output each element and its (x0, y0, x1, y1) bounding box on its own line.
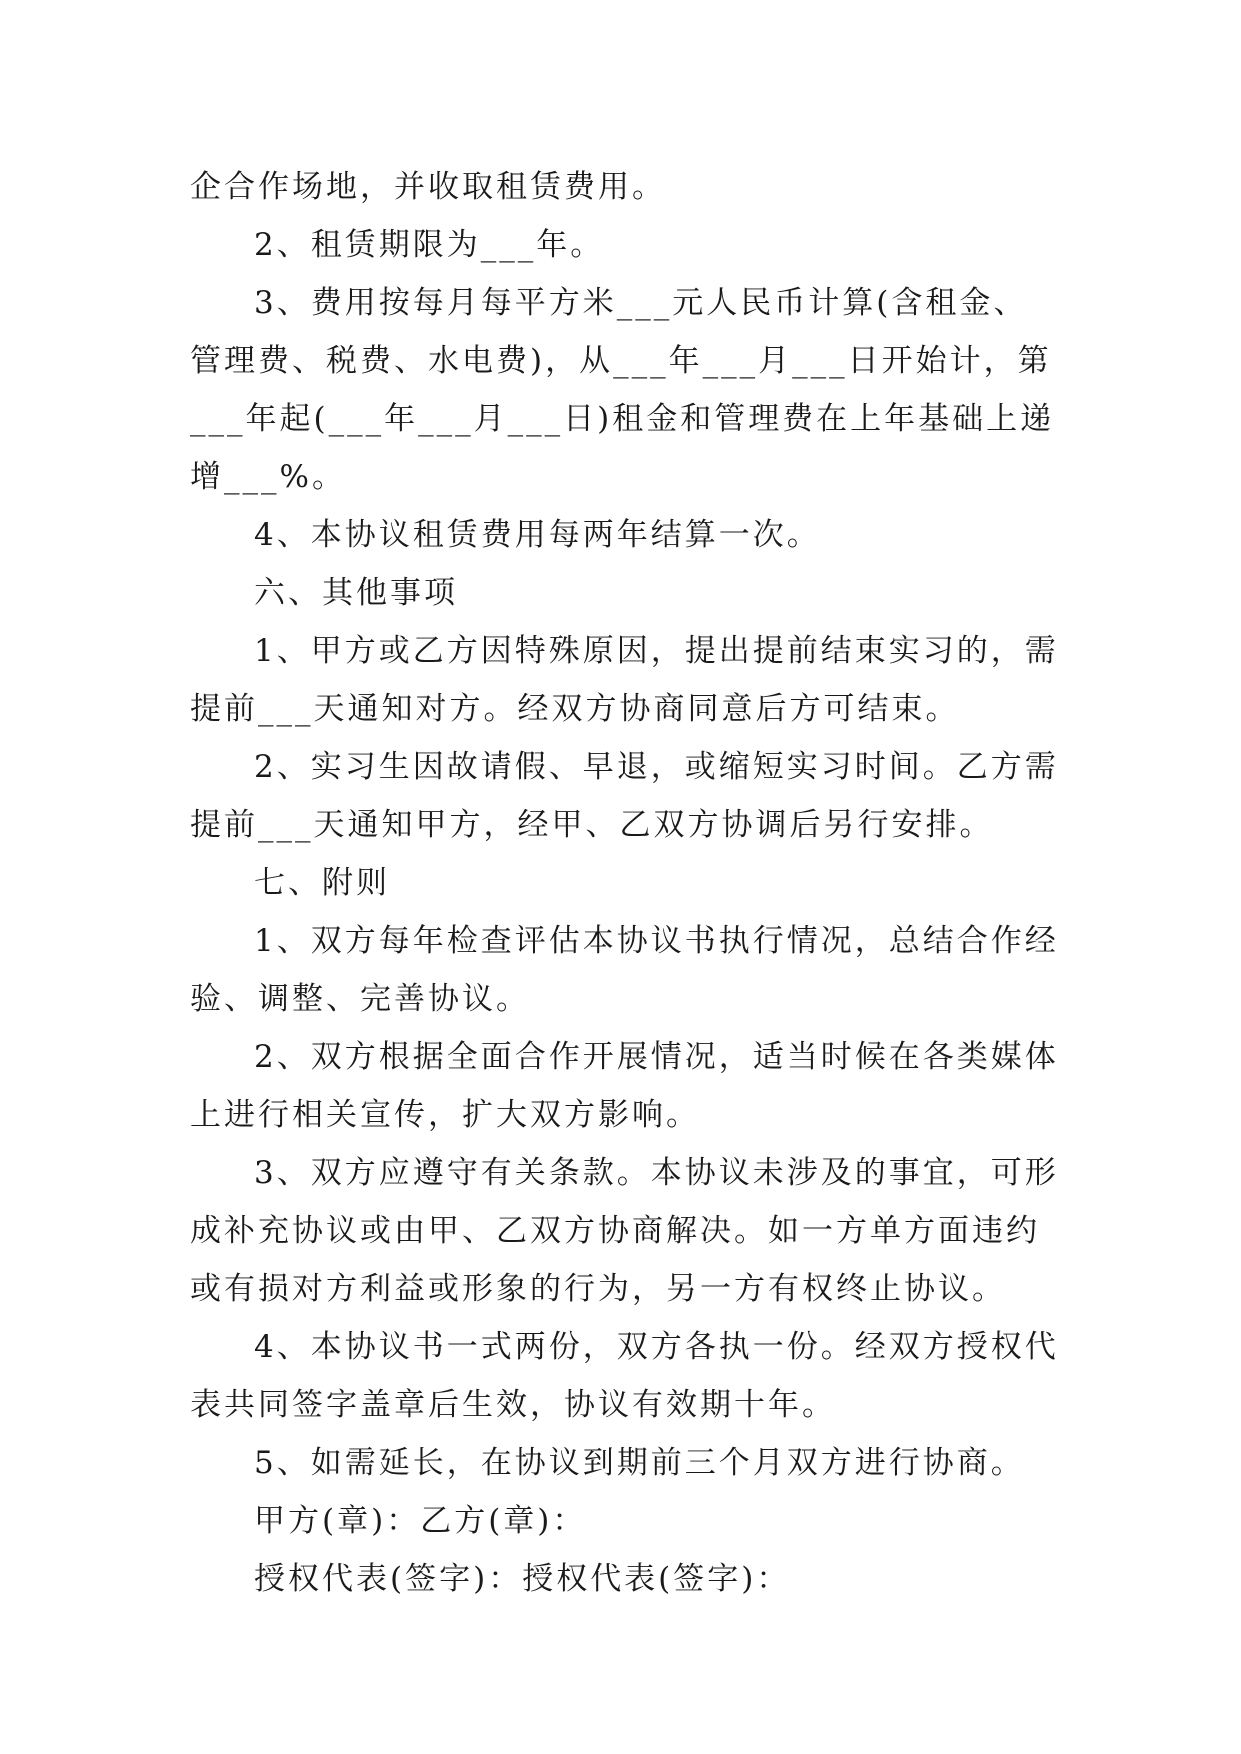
signature-seal-line: 甲方(章)：乙方(章)： (254, 1503, 587, 1539)
paragraph-early-termination: 1、甲方或乙方因特殊原因，提出提前结束实习的，需提前___天通知对方。经双方协商同意后方可结束。 (190, 633, 1059, 727)
paragraph-lease-term: 2、租赁期限为___年。 (254, 227, 605, 263)
section-heading-other-matters: 六、其他事项 (254, 575, 458, 611)
paragraph-compliance: 3、双方应遵守有关条款。本协议未涉及的事宜，可形成补充协议或由甲、乙双方协商解决。如一方单方面违约或有损对方利益或形象的行为，另一方有权终止协议。 (190, 1155, 1059, 1307)
signature-representative-line: 授权代表(签字)：授权代表(签字)： (254, 1561, 791, 1597)
paragraph-copies-validity: 4、本协议书一式两份，双方各执一份。经双方授权代表共同签字盖章后生效，协议有效期十年。 (190, 1329, 1059, 1423)
paragraph-fee-settlement: 4、本协议租赁费用每两年结算一次。 (254, 517, 821, 553)
document-body (190, 158, 1060, 1608)
paragraph-intern-leave: 2、实习生因故请假、早退，或缩短实习时间。乙方需提前___天通知甲方，经甲、乙双方协调后另行安排。 (190, 749, 1059, 843)
paragraph-extension: 5、如需延长，在协议到期前三个月双方进行协商。 (254, 1445, 1025, 1481)
paragraph-lease-fee: 3、费用按每月每平方米___元人民币计算(含租金、管理费、税费、水电费)，从___年___月___日开始计，第___年起(___年___月___日)租金和管理费在上年基础上递增___%。 (190, 285, 1055, 495)
section-heading-supplementary: 七、附则 (254, 865, 390, 901)
paragraph-publicity: 2、双方根据全面合作开展情况，适当时候在各类媒体上进行相关宣传，扩大双方影响。 (190, 1039, 1059, 1133)
paragraph-lease-purpose: 企合作场地，并收取租赁费用。 (190, 169, 666, 205)
paragraph-annual-review: 1、双方每年检查评估本协议书执行情况，总结合作经验、调整、完善协议。 (190, 923, 1059, 1017)
